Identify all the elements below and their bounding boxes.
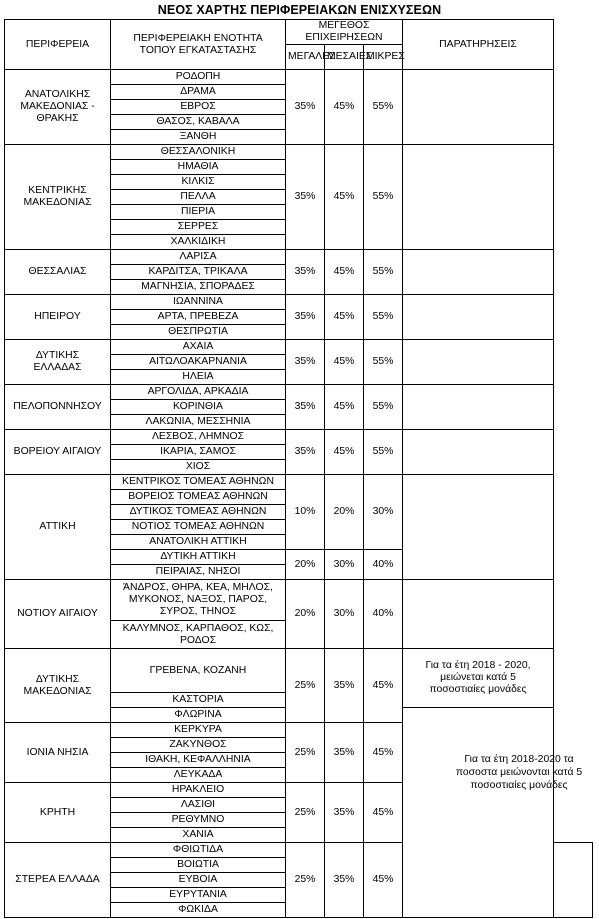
rate-medium-cell: 45% <box>325 385 364 430</box>
rate-small-cell: 40% <box>364 580 403 649</box>
unit-cell <box>111 130 286 145</box>
unit-cell-line: ΚΑΣΤΟΡΙΑ <box>172 694 224 705</box>
unit-cell <box>111 475 286 490</box>
region-name-cell <box>5 145 111 250</box>
unit-cell <box>111 295 286 310</box>
notes-cell <box>403 708 554 918</box>
unit-cell-line: ΞΑΝΘΗ <box>179 131 217 142</box>
unit-cell <box>111 430 286 445</box>
region-name-cell <box>5 250 111 295</box>
unit-cell <box>111 520 286 535</box>
rate-large-cell: 35% <box>286 145 325 250</box>
rate-small-cell: 45% <box>364 723 403 783</box>
unit-cell <box>111 340 286 355</box>
table-row <box>5 385 593 400</box>
unit-cell-line: ΔΡΑΜΑ <box>180 86 216 97</box>
unit-cell-line: ΧΑΛΚΙΔΙΚΗ <box>170 236 226 247</box>
rate-medium-cell: 35% <box>325 843 364 918</box>
rate-medium-cell: 35% <box>325 783 364 843</box>
unit-cell-line: ΘΑΣΟΣ, ΚΑΒΑΛΑ <box>156 116 240 127</box>
unit-cell <box>111 310 286 325</box>
unit-cell-line: ΘΕΣΠΡΩΤΙΑ <box>168 326 228 337</box>
unit-cell <box>111 265 286 280</box>
unit-cell <box>111 280 286 295</box>
unit-cell-line: ΚΕΡΚΥΡΑ <box>174 724 222 735</box>
rate-small-cell: 55% <box>364 295 403 340</box>
notes-cell-line: μειώνεται κατά 5 <box>440 672 516 683</box>
document-title: ΝΕΟΣ ΧΑΡΤΗΣ ΠΕΡΙΦΕΡΕΙΑΚΩΝ ΕΝΙΣΧΥΣΕΩΝ <box>157 3 442 17</box>
unit-cell-line: ΗΛΕΙΑ <box>182 371 214 382</box>
unit-cell <box>111 798 286 813</box>
header-size: ΜΕΓΕΘΟΣ ΕΠΙΧΕΙΡΗΣΕΩΝ <box>286 20 403 45</box>
unit-cell-line: ΛΑΣΙΘΙ <box>180 799 216 810</box>
rate-large-cell: 20% <box>286 580 325 649</box>
unit-cell-line: ΕΥΡΥΤΑΝΙΑ <box>169 889 227 900</box>
notes-overlay <box>446 753 592 792</box>
region-name-cell-line: ΗΠΕΙΡΟΥ <box>34 311 81 322</box>
rate-small-cell: 45% <box>364 843 403 918</box>
unit-cell-line: ΦΘΙΩΤΙΔΑ <box>172 844 224 855</box>
unit-cell <box>111 400 286 415</box>
unit-cell-line: ΛΑΡΙΣΑ <box>179 251 217 262</box>
region-name-cell-line: ΠΕΛΟΠΟΝΝΗΣΟΥ <box>13 401 102 412</box>
rate-large-cell: 10% <box>286 475 325 550</box>
unit-cell-line: ΣΥΡΟΣ, ΤΗΝΟΣ <box>159 606 237 617</box>
header-large: ΜΕΓΑΛΕΣ <box>286 45 325 70</box>
rate-large-cell: 25% <box>286 723 325 783</box>
header-row-1 <box>5 20 593 45</box>
unit-cell-line: ΡΕΘΥΜΝΟ <box>171 814 225 825</box>
region-name-cell <box>5 295 111 340</box>
notes-cell <box>554 843 593 918</box>
unit-cell <box>111 550 286 565</box>
rate-large-cell: 35% <box>286 295 325 340</box>
unit-cell-line: ΑΧΑΙΑ <box>182 341 214 352</box>
unit-cell-line: ΠΕΛΛΑ <box>180 191 216 202</box>
rate-medium-cell: 45% <box>325 295 364 340</box>
region-name-cell <box>5 340 111 385</box>
region-name-cell-line: ΔΥΤΙΚΗΣ <box>35 673 80 685</box>
region-name-cell-line: ΚΕΝΤΡΙΚΗΣ <box>28 185 87 196</box>
region-name-cell <box>5 430 111 475</box>
unit-cell-line: ΆΝΔΡΟΣ, ΘΗΡΑ, ΚΕΑ, ΜΗΛΟΣ, <box>123 582 273 593</box>
unit-cell-line: ΘΕΣΣΑΛΟΝΙΚΗ <box>160 146 236 157</box>
region-name-cell <box>5 580 111 649</box>
rate-medium-cell: 45% <box>325 145 364 250</box>
unit-cell <box>111 753 286 768</box>
header-region: ΠΕΡΙΦΕΡΕΙΑ <box>5 20 111 70</box>
rate-medium-cell: 45% <box>325 430 364 475</box>
unit-cell <box>111 385 286 400</box>
unit-cell <box>111 355 286 370</box>
table-row <box>5 475 593 490</box>
notes-cell <box>403 649 554 708</box>
rate-small-cell: 55% <box>364 145 403 250</box>
unit-cell-line: ΕΥΒΟΙΑ <box>178 874 218 885</box>
table-row <box>5 250 593 265</box>
rate-large-cell: 35% <box>286 70 325 145</box>
rate-small-cell: 55% <box>364 385 403 430</box>
unit-cell-line: ΒΟΡΕΙΟΣ ΤΟΜΕΑΣ ΑΘΗΝΩΝ <box>128 491 268 502</box>
unit-cell-line: ΛΕΥΚΑΔΑ <box>173 769 223 780</box>
rate-medium-cell: 30% <box>325 550 364 580</box>
unit-cell <box>111 205 286 220</box>
region-name-cell-line: ΘΕΣΣΑΛΙΑΣ <box>28 266 87 277</box>
unit-cell-line: ΗΡΑΚΛΕΙΟ <box>171 784 225 795</box>
rate-small-cell: 55% <box>364 70 403 145</box>
rate-large-cell: 25% <box>286 783 325 843</box>
header-notes: ΠΑΡΑΤΗΡΗΣΕΙΣ <box>403 20 554 70</box>
notes-cell-line: ποσοστιαίες μονάδες <box>429 684 527 695</box>
unit-cell-line: ΜΑΓΝΗΣΙΑ, ΣΠΟΡΑΔΕΣ <box>141 281 255 292</box>
region-name-cell-line: ΘΡΑΚΗΣ <box>36 113 79 124</box>
unit-cell <box>111 843 286 858</box>
region-name-cell <box>5 70 111 145</box>
unit-cell-line: ΔΥΤΙΚΗ ΑΤΤΙΚΗ <box>160 551 236 562</box>
rate-large-cell: 35% <box>286 385 325 430</box>
notes-cell <box>403 145 554 250</box>
unit-cell <box>111 783 286 798</box>
notes-cell <box>403 430 554 475</box>
unit-cell-line: ΔΥΤΙΚΟΣ ΤΟΜΕΑΣ ΑΘΗΝΩΝ <box>129 506 267 517</box>
unit-cell-line: ΝΟΤΙΟΣ ΤΟΜΕΑΣ ΑΘΗΝΩΝ <box>131 521 265 532</box>
notes-cell <box>403 385 554 430</box>
region-name-cell-line: ΑΤΤΙΚΗ <box>39 521 76 532</box>
unit-cell <box>111 175 286 190</box>
rate-medium-cell: 45% <box>325 70 364 145</box>
unit-cell <box>111 813 286 828</box>
unit-cell-line: ΑΙΤΩΛΟΑΚΑΡΝΑΝΙΑ <box>149 356 247 367</box>
unit-cell <box>111 220 286 235</box>
table-row <box>5 70 593 85</box>
rate-large-cell: 25% <box>286 649 325 723</box>
unit-cell <box>111 85 286 100</box>
unit-cell <box>111 415 286 430</box>
unit-cell-line: ΚΑΛΥΜΝΟΣ, ΚΑΡΠΑΘΟΣ, ΚΩΣ, <box>122 622 274 634</box>
region-name-cell <box>5 385 111 430</box>
region-name-cell-line: ΔΥΤΙΚΗΣ <box>35 350 80 361</box>
notes-cell-line: Για τα έτη 2018 - 2020, <box>425 660 531 671</box>
unit-cell <box>111 738 286 753</box>
rate-small-cell: 45% <box>364 649 403 723</box>
region-name-cell <box>5 783 111 843</box>
table-row <box>5 295 593 310</box>
unit-cell-line: ΑΝΑΤΟΛΙΚΗ ΑΤΤΙΚΗ <box>149 536 247 547</box>
unit-cell-line: ΠΙΕΡΙΑ <box>180 206 216 217</box>
unit-cell-line: ΗΜΑΘΙΑ <box>177 161 219 172</box>
header-unit-line-2: ΤΟΠΟΥ ΕΓΚΑΤΑΣΤΑΣΗΣ <box>139 44 257 56</box>
rate-large-cell: 20% <box>286 550 325 580</box>
unit-cell <box>111 535 286 550</box>
rate-medium-cell: 35% <box>325 649 364 723</box>
unit-cell <box>111 235 286 250</box>
unit-cell-line: ΠΕΙΡΑΙΑΣ, ΝΗΣΟΙ <box>155 566 241 577</box>
rate-small-cell: 45% <box>364 783 403 843</box>
unit-cell <box>111 723 286 738</box>
unit-cell <box>111 888 286 903</box>
unit-cell-line: ΙΘΑΚΗ, ΚΕΦΑΛΛΗΝΙΑ <box>145 754 251 765</box>
region-name-cell <box>5 843 111 918</box>
unit-cell-line: ΑΡΤΑ, ΠΡΕΒΕΖΑ <box>157 311 239 322</box>
unit-cell <box>111 565 286 580</box>
notes-cell <box>403 580 554 649</box>
unit-cell-line: ΛΑΚΩΝΙΑ, ΜΕΣΣΗΝΙΑ <box>145 416 251 427</box>
unit-cell <box>111 580 286 621</box>
rate-small-cell: 55% <box>364 340 403 385</box>
unit-cell-line: ΙΚΑΡΙΑ, ΣΑΜΟΣ <box>160 446 236 457</box>
unit-cell <box>111 160 286 175</box>
unit-cell <box>111 70 286 85</box>
unit-cell <box>111 505 286 520</box>
notes-overlay-line: ποσοστιαίες μονάδες <box>470 780 568 791</box>
region-name-cell-line: ΜΑΚΕΔΟΝΙΑΣ <box>23 197 92 208</box>
unit-cell-line: ΚΑΡΔΙΤΣΑ, ΤΡΙΚΑΛΑ <box>148 266 248 277</box>
region-name-cell <box>5 475 111 580</box>
table-row <box>5 649 593 693</box>
unit-cell <box>111 768 286 783</box>
rate-medium-cell: 20% <box>325 475 364 550</box>
table-row <box>5 580 593 621</box>
unit-cell <box>111 250 286 265</box>
notes-cell <box>403 475 554 580</box>
unit-cell <box>111 903 286 918</box>
rate-small-cell: 55% <box>364 430 403 475</box>
unit-cell-line: ΦΛΩΡΙΝΑ <box>174 709 222 720</box>
table-row <box>5 340 593 355</box>
region-name-cell <box>5 649 111 723</box>
table-row <box>5 430 593 445</box>
rate-small-cell: 55% <box>364 250 403 295</box>
region-name-cell-line: ΜΑΚΕΔΟΝΙΑΣ <box>23 685 92 697</box>
unit-cell <box>111 460 286 475</box>
unit-cell <box>111 100 286 115</box>
unit-cell <box>111 693 286 708</box>
notes-cell <box>403 250 554 295</box>
unit-cell-line: ΣΕΡΡΕΣ <box>177 221 219 232</box>
rate-medium-cell: 35% <box>325 723 364 783</box>
rate-large-cell: 25% <box>286 843 325 918</box>
unit-cell <box>111 649 286 693</box>
unit-cell-line: ΚΕΝΤΡΙΚΟΣ ΤΟΜΕΑΣ ΑΘΗΝΩΝ <box>122 476 274 487</box>
unit-cell <box>111 370 286 385</box>
rate-small-cell: 30% <box>364 475 403 550</box>
notes-cell <box>403 70 554 145</box>
unit-cell-line: ΙΩΑΝΝΙΝΑ <box>173 296 223 307</box>
notes-cell <box>403 340 554 385</box>
region-name-cell-line: ΣΤΕΡΕΑ ΕΛΛΑΔΑ <box>15 874 100 885</box>
unit-cell-line: ΕΒΡΟΣ <box>180 101 216 112</box>
header-unit-line-1: ΠΕΡΙΦΕΡΕΙΑΚΗ ΕΝΟΤΗΤΑ <box>133 32 263 44</box>
unit-cell <box>111 621 286 649</box>
header-small: ΜΙΚΡΕΣ <box>364 45 403 70</box>
notes-overlay-line: ποσοστα μειώνονται κατά 5 <box>455 767 583 778</box>
notes-cell <box>403 295 554 340</box>
notes-overlay-line: Για τα έτη 2018-2020 τα <box>464 754 574 765</box>
region-name-cell-line: ΒΟΡΕΙΟΥ ΑΙΓΑΙΟΥ <box>13 446 102 457</box>
unit-cell <box>111 873 286 888</box>
unit-cell-line: ΚΟΡΙΝΘΙΑ <box>173 401 223 412</box>
region-name-cell-line: ΚΡΗΤΗ <box>39 806 76 818</box>
unit-cell-line: ΖΑΚΥΝΘΟΣ <box>169 739 227 750</box>
unit-cell-line: ΓΡΕΒΕΝΑ, ΚΟΖΑΝΗ <box>149 664 247 676</box>
unit-cell-line: ΛΕΣΒΟΣ, ΛΗΜΝΟΣ <box>151 431 245 442</box>
header-unit <box>111 20 286 70</box>
region-name-cell-line: ΕΛΛΑΔΑΣ <box>33 362 82 373</box>
header-medium: ΜΕΣΑΙΕΣ <box>325 45 364 70</box>
rate-large-cell: 35% <box>286 430 325 475</box>
region-name-cell-line: ΙΟΝΙΑ ΝΗΣΙΑ <box>26 746 89 758</box>
unit-cell <box>111 445 286 460</box>
rate-medium-cell: 45% <box>325 250 364 295</box>
unit-cell <box>111 490 286 505</box>
unit-cell-line: ΧΙΟΣ <box>185 461 211 472</box>
unit-cell-line: ΑΡΓΟΛΙΔΑ, ΑΡΚΑΔΙΑ <box>147 386 249 397</box>
rate-large-cell: 35% <box>286 340 325 385</box>
unit-cell <box>111 145 286 160</box>
unit-cell-line: ΧΑΝΙΑ <box>182 829 214 840</box>
unit-cell <box>111 115 286 130</box>
unit-cell-line: ΡΟΔΟΠΗ <box>175 71 221 82</box>
unit-cell-line: ΡΟΔΟΣ <box>179 634 217 646</box>
unit-cell-line: ΦΩΚΙΔΑ <box>178 904 218 915</box>
unit-cell-line: ΜΥΚΟΝΟΣ, ΝΑΞΟΣ, ΠΑΡΟΣ, <box>128 594 268 605</box>
unit-cell <box>111 858 286 873</box>
unit-cell-line: ΚΙΛΚΙΣ <box>181 176 215 187</box>
region-name-cell-line: ΜΑΚΕΔΟΝΙΑΣ - <box>20 101 95 112</box>
region-name-cell-line: ΝΟΤΙΟΥ ΑΙΓΑΙΟΥ <box>17 608 98 619</box>
rate-large-cell: 35% <box>286 250 325 295</box>
unit-cell <box>111 190 286 205</box>
unit-cell <box>111 708 286 723</box>
rate-medium-cell: 30% <box>325 580 364 649</box>
rate-medium-cell: 45% <box>325 340 364 385</box>
unit-cell <box>111 325 286 340</box>
region-name-cell-line: ΑΝΑΤΟΛΙΚΗΣ <box>24 89 91 100</box>
rate-small-cell: 40% <box>364 550 403 580</box>
region-name-cell <box>5 723 111 783</box>
unit-cell-line: ΒΟΙΩΤΙΑ <box>177 859 219 870</box>
unit-cell <box>111 828 286 843</box>
table-row <box>5 145 593 160</box>
